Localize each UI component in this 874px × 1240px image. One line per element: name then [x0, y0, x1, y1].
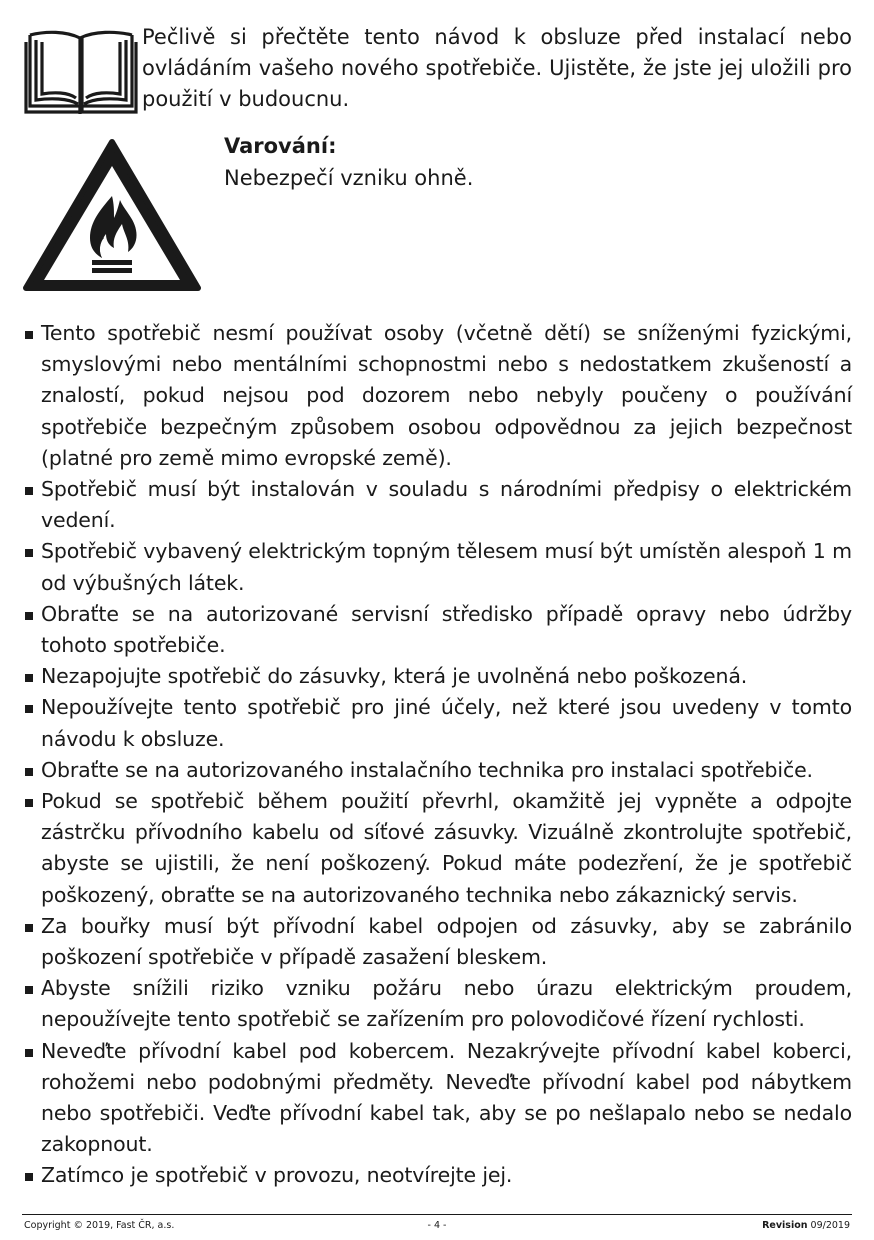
list-item	[22, 692, 852, 754]
bullet-icon	[25, 487, 33, 495]
list-item	[22, 318, 852, 474]
footer-divider	[22, 1214, 852, 1215]
revision-info	[762, 1220, 850, 1231]
list-item	[22, 1160, 852, 1191]
bullet-icon	[25, 1049, 33, 1057]
intro-paragraph: Pečlivě si přečtěte tento návod k obsluze před instalací nebo ovládáním vašeho nového spotřebiče. Ujistěte, že jste jej uložili pro použití v budoucnu.	[142, 25, 852, 111]
rule-text: Zatímco je spotřebič v provozu, neotvírejte jej.	[41, 1163, 513, 1188]
rule-text: Za bouřky musí být přívodní kabel odpojen od zásuvky, aby se zabránilo poškození spotřebiče v případě zasažení bleskem.	[41, 913, 852, 970]
bullet-icon	[25, 549, 33, 557]
rule-text: Pokud se spotřebič během použití převrhl, okamžitě jej vypněte a odpojte zástrčku přívodního kabelu od síťové zásuvky. Vizuálně zkontrolujte spotřebič, abyste se ujistili, že není poškozený. Pokud máte podezření, že je spotřebič poškozený, obraťte se na autorizovaného technika nebo zákaznický servis.	[41, 789, 852, 907]
warning-text: Nebezpečí vzniku ohně.	[224, 166, 474, 190]
bullet-icon	[25, 612, 33, 620]
list-item	[22, 786, 852, 911]
list-item	[22, 911, 852, 973]
rule-text: Nezapojujte spotřebič do zásuvky, která je uvolněná nebo poškozená.	[41, 664, 748, 689]
rule-text: Obraťte se na autorizovaného instalačního technika pro instalaci spotřebiče.	[41, 757, 813, 782]
page-number: - 4 -	[427, 1220, 447, 1231]
list-item	[22, 474, 852, 536]
list-item	[22, 536, 852, 598]
safety-rules-list	[22, 318, 852, 1192]
revision-label: Revision	[762, 1220, 808, 1231]
rule-text: Abyste snížili riziko vzniku požáru nebo úrazu elektrickým proudem, nepoužívejte tento spotřebič se zařízením pro polovodičové řízení rychlosti.	[41, 976, 852, 1032]
read-manual-icon	[22, 28, 140, 116]
bullet-icon	[25, 331, 33, 339]
warning-title: Varování:	[224, 134, 337, 158]
copyright-text: Copyright © 2019, Fast ČR, a.s.	[24, 1220, 175, 1231]
page-footer	[24, 1220, 850, 1234]
rule-text: Neveďte přívodní kabel pod kobercem. Nezakrývejte přívodní kabel koberci, rohožemi nebo podobnými předměty. Neveďte přívodní kabel pod nábytkem nebo spotřebiči. Veďte přívodní kabel tak, aby se po nešlapalo nebo se nedalo zakopnout.	[41, 1038, 852, 1157]
bullet-icon	[25, 768, 33, 776]
bullet-icon	[25, 705, 33, 713]
list-item	[22, 755, 852, 786]
bullet-icon	[25, 1173, 33, 1181]
bullet-icon	[25, 986, 33, 994]
list-item	[22, 599, 852, 661]
bullet-icon	[25, 674, 33, 682]
rule-text: Spotřebič vybavený elektrickým topným tělesem musí být umístěn alespoň 1 m od výbušných látek.	[41, 539, 852, 595]
rule-text: Obraťte se na autorizované servisní středisko případě opravy nebo údržby tohoto spotřebiče.	[41, 601, 852, 658]
fire-warning-icon	[20, 134, 204, 294]
rule-text: Nepoužívejte tento spotřebič pro jiné účely, než které jsou uvedeny v tomto návodu k obsluze.	[41, 695, 852, 751]
revision-value: 09/2019	[810, 1220, 850, 1231]
rule-text: Tento spotřebič nesmí používat osoby (včetně dětí) se sníženými fyzickými, smyslovými nebo mentálními schopnostmi nebo s nedostatkem zkušeností a znalostí, pokud nejsou pod dozorem nebo nebyly poučeny o používání spotřebiče bezpečným způsobem osobou odpovědnou za jejich bezpečnost (platné pro země mimo evropské země).	[41, 321, 852, 470]
bullet-icon	[25, 924, 33, 932]
rule-text: Spotřebič musí být instalován v souladu s národními předpisy o elektrickém vedení.	[41, 477, 852, 533]
list-item	[22, 1036, 852, 1161]
list-item	[22, 661, 852, 692]
bullet-icon	[25, 799, 33, 807]
list-item	[22, 973, 852, 1035]
